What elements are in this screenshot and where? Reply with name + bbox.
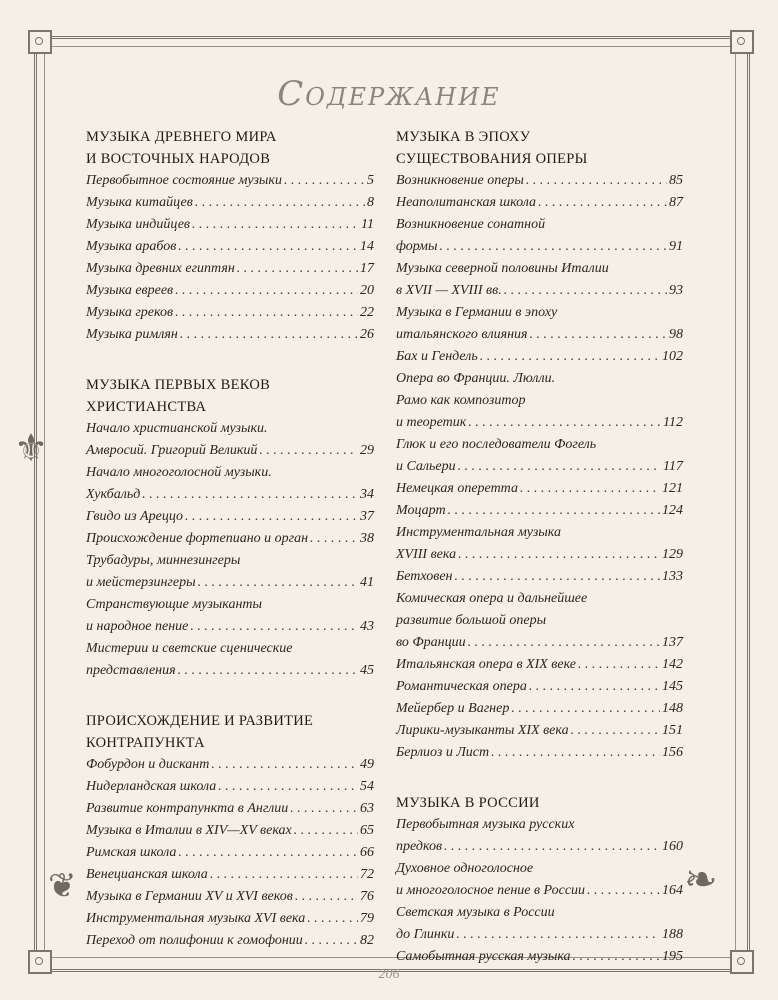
toc-entry[interactable]: [396, 170, 683, 192]
entry-title: и мейстерзингеры: [86, 575, 196, 590]
entry-page-number: 37: [360, 509, 374, 524]
toc-entry[interactable]: [86, 798, 374, 820]
toc-entry[interactable]: [86, 192, 374, 214]
entry-title: Бетховен: [396, 569, 453, 584]
toc-entry[interactable]: [396, 698, 683, 720]
dot-leader: [180, 324, 358, 346]
entry-page-number: 29: [360, 443, 374, 458]
entry-page-number: 151: [662, 723, 683, 738]
toc-entry[interactable]: [396, 880, 683, 902]
entry-page-number: 43: [360, 619, 374, 634]
entry-page-number: 124: [662, 503, 683, 518]
entry-page-number: 45: [360, 663, 374, 678]
toc-entry[interactable]: [396, 324, 683, 346]
entry-page-number: 195: [662, 949, 683, 964]
entry-page-number: 85: [669, 173, 683, 188]
entry-page-number: 38: [360, 531, 374, 546]
dot-leader: [444, 836, 660, 858]
toc-entry[interactable]: [396, 478, 683, 500]
entry-title: Музыка в Германии XV и XVI веков: [86, 889, 293, 904]
entry-page-number: 93: [669, 283, 683, 298]
toc-entry-line[interactable]: Опера во Франции. Люлли.: [396, 371, 556, 386]
dot-leader: [458, 456, 661, 478]
toc-entry-line[interactable]: Странствующие музыканты: [86, 597, 263, 612]
dot-leader: [185, 506, 358, 528]
toc-entry[interactable]: [396, 566, 683, 588]
toc-entry[interactable]: [86, 506, 374, 528]
dot-leader: [538, 192, 667, 214]
page-number: 206: [378, 967, 400, 982]
entry-page-number: 87: [669, 195, 683, 210]
entry-title: Переход от полифонии к гомофонии: [86, 933, 303, 948]
dot-leader: [237, 258, 358, 280]
section-heading: И ВОСТОЧНЫХ НАРОДОВ: [86, 151, 271, 167]
dot-leader: [175, 302, 358, 324]
entry-title: Итальянская опера в XIX веке: [396, 657, 577, 672]
toc-entry[interactable]: [396, 236, 683, 258]
entry-page-number: 148: [662, 701, 683, 716]
toc-entry[interactable]: [86, 236, 374, 258]
dancer-figure-ornament-icon: ❧: [684, 857, 718, 902]
entry-page-number: 8: [367, 195, 374, 210]
dot-leader: [178, 236, 358, 258]
dot-leader: [190, 616, 358, 638]
entry-title: Музыка арабов: [86, 239, 177, 254]
toc-entry[interactable]: [396, 946, 683, 968]
toc-entry[interactable]: [86, 660, 374, 682]
toc-entry-line[interactable]: Трубадуры, миннезингеры: [86, 553, 241, 568]
dot-leader: [310, 528, 358, 550]
entry-page-number: 82: [360, 933, 374, 948]
entry-title: XVIII века: [396, 547, 457, 562]
dot-leader: [439, 236, 667, 258]
entry-title: Музыка греков: [86, 305, 174, 320]
toc-entry[interactable]: [86, 820, 374, 842]
toc-entry-line[interactable]: Музыка в Германии в эпоху: [396, 305, 558, 320]
entry-page-number: 34: [360, 487, 374, 502]
entry-title: до Глинки: [396, 927, 455, 942]
entry-title: во Франции: [396, 635, 466, 650]
entry-page-number: 98: [669, 327, 683, 342]
toc-entry-line[interactable]: Музыка северной половины Италии: [396, 261, 609, 276]
toc-entry[interactable]: [86, 908, 374, 930]
dot-leader: [587, 880, 660, 902]
toc-section: [86, 126, 374, 346]
toc-entry[interactable]: [396, 836, 683, 858]
toc-section: [86, 374, 374, 682]
toc-entry[interactable]: [396, 742, 683, 764]
toc-entry[interactable]: [396, 654, 683, 676]
toc-entry-line[interactable]: Первобытная музыка русских: [396, 817, 575, 832]
toc-entry[interactable]: [396, 192, 683, 214]
toc-entry-line[interactable]: Глюк и его последователи Фогель: [396, 437, 597, 452]
toc-entry-line[interactable]: Светская музыка в России: [396, 905, 555, 920]
dot-leader: [295, 886, 358, 908]
corner-ornament: [730, 30, 754, 54]
entry-title: Мейербер и Вагнер: [396, 701, 510, 716]
instruments-ornament-icon: ⚜: [14, 428, 49, 470]
entry-page-number: 164: [662, 883, 683, 898]
section-heading: МУЗЫКА В ЭПОХУ: [396, 129, 531, 145]
entry-page-number: 66: [360, 845, 374, 860]
dot-leader: [307, 908, 358, 930]
toc-entry-line[interactable]: Духовное одноголосное: [396, 861, 534, 876]
entry-page-number: 91: [669, 239, 683, 254]
dot-leader: [468, 632, 660, 654]
entry-page-number: 112: [663, 415, 683, 430]
entry-page-number: 76: [360, 889, 374, 904]
page-title: Содержание: [277, 74, 501, 114]
entry-page-number: 72: [360, 867, 374, 882]
dot-leader: [210, 864, 358, 886]
dot-leader: [530, 324, 667, 346]
entry-page-number: 133: [662, 569, 683, 584]
toc-entry[interactable]: [396, 924, 683, 946]
toc-entry-line[interactable]: развитие большой оперы: [396, 613, 547, 628]
entry-page-number: 156: [662, 745, 683, 760]
entry-title: представления: [86, 663, 176, 678]
dot-leader: [195, 192, 365, 214]
toc-entry[interactable]: [396, 412, 683, 434]
entry-page-number: 79: [360, 911, 374, 926]
toc-entry[interactable]: [86, 864, 374, 886]
dot-leader: [520, 478, 660, 500]
dot-leader: [573, 946, 660, 968]
entry-title: Музыка евреев: [86, 283, 174, 298]
dot-leader: [456, 924, 660, 946]
toc-right-column: [396, 126, 683, 996]
section-heading: МУЗЫКА ДРЕВНЕГО МИРА: [86, 129, 277, 145]
toc-entry-line[interactable]: Возникновение сонатной: [396, 217, 546, 232]
entry-page-number: 102: [662, 349, 683, 364]
toc-entry-line[interactable]: Начало христианской музыки.: [86, 421, 268, 436]
entry-title: и народное пение: [86, 619, 189, 634]
entry-title: предков: [396, 839, 443, 854]
entry-title: Венецианская школа: [86, 867, 208, 882]
entry-title: Хукбальд: [86, 487, 141, 502]
toc-entry-line[interactable]: Мистерии и светские сценические: [86, 641, 293, 656]
entry-title: Самобытная русская музыка: [396, 949, 571, 964]
toc-section: [396, 792, 683, 968]
entry-page-number: 49: [360, 757, 374, 772]
entry-page-number: 26: [360, 327, 374, 342]
entry-page-number: 121: [662, 481, 683, 496]
dot-leader: [504, 280, 667, 302]
entry-page-number: 14: [360, 239, 374, 254]
toc-entry[interactable]: [396, 720, 683, 742]
entry-page-number: 54: [360, 779, 374, 794]
dot-leader: [211, 754, 358, 776]
toc-section: [86, 710, 374, 952]
section-heading: МУЗЫКА ПЕРВЫХ ВЕКОВ: [86, 377, 271, 393]
toc-entry[interactable]: [86, 214, 374, 236]
dot-leader: [491, 742, 660, 764]
dot-leader: [178, 842, 358, 864]
entry-page-number: 5: [367, 173, 374, 188]
toc-entry[interactable]: [86, 616, 374, 638]
entry-page-number: 142: [662, 657, 683, 672]
dot-leader: [529, 676, 660, 698]
entry-page-number: 41: [360, 575, 374, 590]
entry-page-number: 117: [663, 459, 683, 474]
entry-title: Музыка в Италии в XIV—XV веках: [86, 823, 292, 838]
entry-page-number: 20: [360, 283, 374, 298]
entry-page-number: 17: [360, 261, 374, 276]
entry-title: Музыка индийцев: [86, 217, 191, 232]
entry-page-number: 145: [662, 679, 683, 694]
dot-leader: [294, 820, 358, 842]
entry-page-number: 188: [662, 927, 683, 942]
entry-title: Развитие контрапункта в Англии: [86, 801, 289, 816]
toc-entry[interactable]: [86, 258, 374, 280]
entry-title: Музыка римлян: [86, 327, 178, 342]
dot-leader: [218, 776, 358, 798]
section-heading: КОНТРАПУНКТА: [86, 735, 205, 751]
muse-figure-ornament-icon: ❦: [48, 868, 77, 905]
entry-title: формы: [396, 239, 438, 254]
entry-title: Берлиоз и Лист: [396, 745, 490, 760]
toc-entry[interactable]: [86, 754, 374, 776]
entry-title: Фобурдон и дискант: [86, 757, 210, 772]
entry-page-number: 137: [662, 635, 683, 650]
toc-entry[interactable]: [396, 544, 683, 566]
entry-title: Римская школа: [86, 845, 177, 860]
dot-leader: [305, 930, 358, 952]
dot-leader: [284, 170, 365, 192]
dot-leader: [192, 214, 359, 236]
dot-leader: [571, 720, 660, 742]
toc-entry[interactable]: [396, 456, 683, 478]
toc-entry[interactable]: [86, 302, 374, 324]
entry-title: Романтическая опера: [396, 679, 527, 694]
entry-title: Музыка древних египтян: [86, 261, 235, 276]
section-heading: ПРОИСХОЖДЕНИЕ И РАЗВИТИЕ: [86, 713, 314, 729]
toc-entry[interactable]: [396, 632, 683, 654]
entry-title: Бах и Гендель: [396, 349, 478, 364]
section-heading: СУЩЕСТВОВАНИЯ ОПЕРЫ: [396, 151, 588, 167]
dot-leader: [178, 660, 358, 682]
toc-section: [396, 126, 683, 764]
toc-entry[interactable]: [86, 484, 374, 506]
dot-leader: [259, 440, 358, 462]
toc-entry[interactable]: [86, 886, 374, 908]
entry-page-number: 22: [360, 305, 374, 320]
entry-title: Первобытное состояние музыки: [86, 173, 282, 188]
entry-title: Моцарт: [396, 503, 446, 518]
dot-leader: [526, 170, 667, 192]
entry-page-number: 129: [662, 547, 683, 562]
toc-entry[interactable]: [86, 930, 374, 952]
toc-entry[interactable]: [86, 440, 374, 462]
toc-entry[interactable]: [396, 280, 683, 302]
section-heading: ХРИСТИАНСТВА: [86, 399, 207, 415]
toc-left-column: [86, 126, 374, 980]
entry-title: и многоголосное пение в России: [396, 883, 586, 898]
section-heading: МУЗЫКА В РОССИИ: [396, 795, 540, 811]
toc-entry-line[interactable]: Рамо как композитор: [396, 393, 526, 408]
dot-leader: [448, 500, 660, 522]
toc-entry[interactable]: [396, 676, 683, 698]
entry-title: Музыка китайцев: [86, 195, 193, 210]
dot-leader: [511, 698, 660, 720]
entry-page-number: 63: [360, 801, 374, 816]
entry-title: Амвросий. Григорий Великий: [86, 443, 258, 458]
entry-title: и Сальери: [396, 459, 456, 474]
entry-title: Немецкая оперетта: [396, 481, 518, 496]
entry-page-number: 11: [361, 217, 374, 232]
entry-title: и теоретик: [396, 415, 467, 430]
toc-entry[interactable]: [86, 324, 374, 346]
toc-entry-line[interactable]: Комическая опера и дальнейшее: [396, 591, 588, 606]
entry-page-number: 160: [662, 839, 683, 854]
toc-entry[interactable]: [86, 528, 374, 550]
toc-entry[interactable]: [86, 842, 374, 864]
entry-title: Неаполитанская школа: [396, 195, 537, 210]
entry-title: итальянского влияния: [396, 327, 528, 342]
dot-leader: [480, 346, 660, 368]
entry-title: Возникновение оперы: [396, 173, 524, 188]
toc-entry-line[interactable]: Начало многоголосной музыки.: [86, 465, 272, 480]
entry-title: Нидерландская школа: [86, 779, 217, 794]
dot-leader: [142, 484, 358, 506]
toc-entry[interactable]: [396, 346, 683, 368]
toc-entry[interactable]: [396, 500, 683, 522]
dot-leader: [455, 566, 661, 588]
entry-title: Лирики-музыканты XIX века: [396, 723, 569, 738]
entry-title: Инструментальная музыка XVI века: [86, 911, 306, 926]
entry-title: Происхождение фортепиано и орган: [86, 531, 309, 546]
toc-entry[interactable]: [86, 280, 374, 302]
entry-page-number: 65: [360, 823, 374, 838]
dot-leader: [290, 798, 358, 820]
toc-entry[interactable]: [86, 776, 374, 798]
dot-leader: [458, 544, 660, 566]
corner-ornament: [28, 30, 52, 54]
entry-title: Гвидо из Ареццо: [86, 509, 183, 524]
toc-entry[interactable]: [86, 572, 374, 594]
dot-leader: [175, 280, 358, 302]
dot-leader: [578, 654, 660, 676]
toc-entry-line[interactable]: Инструментальная музыка: [396, 525, 561, 540]
dot-leader: [198, 572, 358, 594]
toc-entry[interactable]: [86, 170, 374, 192]
entry-title: в XVII — XVIII вв.: [396, 283, 502, 298]
dot-leader: [468, 412, 661, 434]
